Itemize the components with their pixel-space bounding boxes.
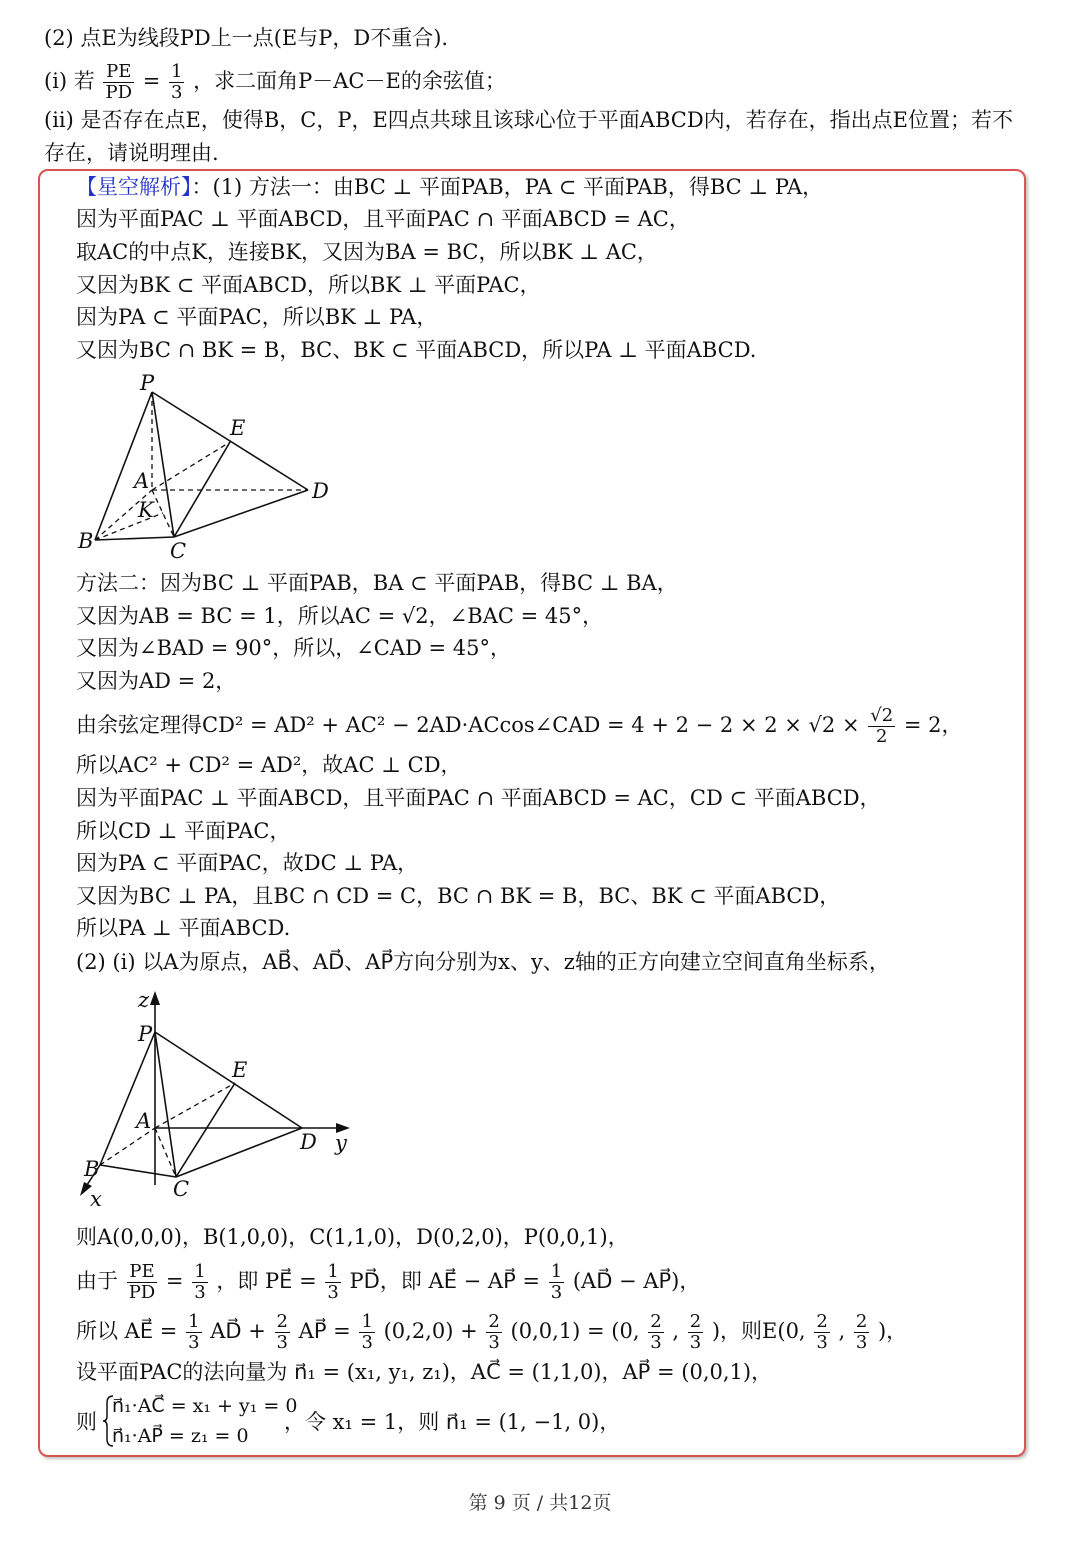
- frac-num: PE: [127, 1262, 158, 1283]
- edge-CE: [176, 1083, 235, 1177]
- frac-den: 3: [650, 1332, 662, 1353]
- frac-num: 2: [276, 1311, 288, 1332]
- frac-num: 1: [171, 61, 183, 82]
- label-y: y: [335, 1131, 347, 1155]
- frac-den: 2: [875, 726, 888, 747]
- label-B: B: [78, 529, 94, 553]
- frac-b: [192, 1262, 207, 1303]
- frac-2: [275, 1312, 290, 1353]
- fraction-one-third: [169, 62, 184, 103]
- solution-m2-line4: 又因为AD = 2，: [76, 669, 237, 693]
- frac-num: 2: [488, 1311, 500, 1332]
- frac-den: 3: [488, 1332, 500, 1353]
- m2-line5-end: = 2，: [903, 713, 963, 737]
- p2-l3-b: =: [165, 1269, 184, 1293]
- system-eq2: n⃗₁·AP⃗ = z₁ = 0: [112, 1425, 249, 1447]
- p2-l4-b: AD⃗ +: [210, 1319, 266, 1343]
- p2-l4-f: ,: [672, 1319, 680, 1343]
- frac-den: 3: [361, 1332, 373, 1353]
- label-x: x: [90, 1187, 102, 1210]
- m2-line5-text: 由余弦定理得CD² = AD² + AC² − 2AD·ACcos∠CAD = 4 + 2 − 2 × 2 × √2 ×: [76, 713, 860, 737]
- frac-c: [325, 1262, 340, 1303]
- p2-l4-i: )，: [877, 1319, 908, 1343]
- frac-3: [359, 1312, 374, 1353]
- label-B: B: [84, 1157, 100, 1181]
- frac-7: [814, 1312, 829, 1353]
- frac-den: 3: [327, 1282, 339, 1303]
- solution-m1-line5: 因为PA ⊂ 平面PAC，所以BK ⊥ PA，: [76, 305, 438, 329]
- solution-m1-line3: 取AC的中点K，连接BK，又因为BA = BC，所以BK ⊥ AC，: [76, 240, 658, 264]
- figure1-pyramid: [70, 370, 350, 565]
- question-part-ii-line2: 存在，请说明理由.: [44, 141, 219, 165]
- p2-l3-a: 由于: [76, 1269, 118, 1293]
- edge-BC: [100, 1165, 176, 1177]
- frac-num: 1: [194, 1261, 206, 1282]
- frac-a: [127, 1262, 158, 1303]
- page-footer: 第 9 页 / 共12页: [468, 1492, 612, 1514]
- solution-m2-line3: 又因为∠BAD = 90°，所以，∠CAD = 45°，: [76, 636, 512, 660]
- solution-tag: 【星空解析】: [76, 175, 192, 199]
- question-part-i: [44, 62, 506, 103]
- solution-p2-line3: [76, 1262, 700, 1303]
- m1-line1-text: ：(1) 方法一：由BC ⊥ 平面PAB，PA ⊂ 平面PAB，得BC ⊥ PA，: [191, 175, 824, 199]
- frac-num: 1: [361, 1311, 373, 1332]
- frac-num: 2: [816, 1311, 828, 1332]
- label-C: C: [173, 1177, 190, 1201]
- frac-den: 3: [689, 1332, 702, 1353]
- frac-num: 1: [550, 1261, 563, 1282]
- solution-m1-line6: 又因为BC ∩ BK = B，BC、BK ⊂ 平面ABCD，所以PA ⊥ 平面ABCD.: [76, 338, 757, 362]
- label-E: E: [230, 416, 246, 440]
- edge-AE: [155, 1083, 235, 1128]
- frac-5: [648, 1312, 663, 1353]
- frac-num: 2: [650, 1311, 662, 1332]
- fraction-sqrt2-over-2: [868, 706, 895, 747]
- label-P: P: [138, 1022, 153, 1046]
- question-part2: (2) 点E为线段PD上一点(E与P，D不重合).: [44, 26, 449, 50]
- label-K: K: [138, 498, 154, 522]
- system-eq1: n⃗₁·AC⃗ = x₁ + y₁ = 0: [112, 1395, 298, 1417]
- solution-p2-line5: 设平面PAC的法向量为 n⃗₁ = (x₁, y₁, z₁)，AC⃗ = (1,1,0)，AP⃗ = (0,0,1)，: [76, 1360, 773, 1384]
- p2-l4-e: (0,0,1) = (0,: [510, 1319, 640, 1343]
- frac-den: 3: [855, 1332, 868, 1353]
- solution-m2-line9: 因为PA ⊂ 平面PAC，故DC ⊥ PA，: [76, 851, 419, 875]
- solution-p2-line6-ze: 则: [76, 1410, 97, 1434]
- edge-PB: [100, 1032, 155, 1165]
- edge-CD: [174, 490, 308, 537]
- frac-num: 1: [188, 1311, 200, 1332]
- solution-m2-line6: 所以AC² + CD² = AD²，故AC ⊥ CD，: [76, 753, 462, 777]
- frac-den: 3: [171, 82, 183, 103]
- label-D: D: [312, 479, 329, 503]
- label-D: D: [300, 1130, 317, 1154]
- frac-1: [186, 1312, 201, 1353]
- fraction-pe-pd: [103, 62, 134, 103]
- frac-4: [486, 1312, 501, 1353]
- solution-p2-line4: [76, 1312, 907, 1353]
- frac-d: [549, 1262, 564, 1303]
- frac-den: 3: [194, 1282, 206, 1303]
- frac-6: [688, 1312, 703, 1353]
- solution-m2-line5: [76, 706, 962, 747]
- solution-m1-line4: 又因为BK ⊂ 平面ABCD，所以BK ⊥ 平面PAC，: [76, 273, 541, 297]
- part-i-prefix: (i) 若: [44, 69, 95, 93]
- edge-PD: [155, 1032, 302, 1128]
- solution-m2-line2: 又因为AB = BC = 1，所以AC = √2，∠BAC = 45°，: [76, 604, 604, 628]
- label-C: C: [170, 539, 187, 563]
- frac-den: 3: [550, 1282, 563, 1303]
- frac-den: PD: [105, 82, 133, 103]
- frac-num: PE: [103, 62, 134, 83]
- p2-l3-d: PD⃗，即 AE⃗ − AP⃗ =: [349, 1269, 541, 1293]
- z-axis-arrow: [150, 991, 160, 1005]
- frac-den: PD: [128, 1282, 156, 1303]
- edge-BC: [95, 537, 174, 540]
- frac-num: 2: [855, 1311, 868, 1332]
- solution-p2-line2: 则A(0,0,0)，B(1,0,0)，C(1,1,0)，D(0,2,0)，P(0,0,1)，: [76, 1225, 629, 1249]
- solution-m2-line11: 所以PA ⊥ 平面ABCD.: [76, 916, 291, 940]
- frac-num: 1: [327, 1261, 339, 1282]
- solution-m1-line1: [76, 173, 823, 201]
- p2-l4-c: AP⃗ =: [298, 1319, 351, 1343]
- p2-l3-e: (AD⃗ − AP⃗)，: [572, 1269, 701, 1293]
- solution-m2-line7: 因为平面PAC ⊥ 平面ABCD，且平面PAC ∩ 平面ABCD = AC，CD ⊂ 平面ABCD，: [76, 786, 881, 810]
- p2-l4-a: 所以 AE⃗ =: [76, 1319, 178, 1343]
- p2-l3-c: ，即 PE⃗ =: [216, 1269, 317, 1293]
- frac-num: 2: [689, 1311, 702, 1332]
- label-E: E: [232, 1058, 248, 1082]
- part-i-suffix: ，求二面角P－AC－E的余弦值；: [193, 69, 506, 93]
- figure2-coordinate-pyramid: [70, 985, 370, 1210]
- p2-l4-g: )，则E(0,: [711, 1319, 806, 1343]
- solution-m2-line8: 所以CD ⊥ 平面PAC，: [76, 819, 291, 843]
- label-A: A: [136, 1109, 152, 1133]
- equals: =: [142, 69, 161, 93]
- frac-8: [854, 1312, 869, 1353]
- frac-den: 3: [188, 1332, 200, 1353]
- frac-den: 3: [276, 1332, 288, 1353]
- edge-CD: [176, 1128, 302, 1177]
- solution-p2-line1: (2) (i) 以A为原点，AB⃗、AD⃗、AP⃗方向分别为x、y、z轴的正方向建立空间直角坐标系，: [76, 950, 890, 974]
- frac-den: 3: [816, 1332, 828, 1353]
- p2-l4-d: (0,2,0) +: [383, 1319, 478, 1343]
- label-A: A: [134, 469, 150, 493]
- edge-PC: [155, 1032, 176, 1177]
- frac-num: √2: [870, 705, 894, 726]
- edge-PC: [152, 392, 174, 537]
- p2-l4-h: ,: [838, 1319, 846, 1343]
- solution-m2-line1: 方法二：因为BC ⊥ 平面PAB，BA ⊂ 平面PAB，得BC ⊥ BA，: [76, 571, 678, 595]
- label-z: z: [138, 988, 150, 1012]
- solution-p2-line6-end: ，令 x₁ = 1，则 n⃗₁ = (1, −1, 0)，: [284, 1410, 621, 1434]
- label-P: P: [140, 371, 155, 395]
- solution-m2-line10: 又因为BC ⊥ PA，且BC ∩ CD = C，BC ∩ BK = B，BC、BK ⊂ 平面ABCD，: [76, 884, 841, 908]
- solution-m1-line2: 因为平面PAC ⊥ 平面ABCD，且平面PAC ∩ 平面ABCD = AC，: [76, 207, 690, 231]
- question-part-ii-line1: (ii) 是否存在点E，使得B，C，P，E四点共球且该球心位于平面ABCD内，若存在，指出点E位置；若不: [44, 108, 1014, 132]
